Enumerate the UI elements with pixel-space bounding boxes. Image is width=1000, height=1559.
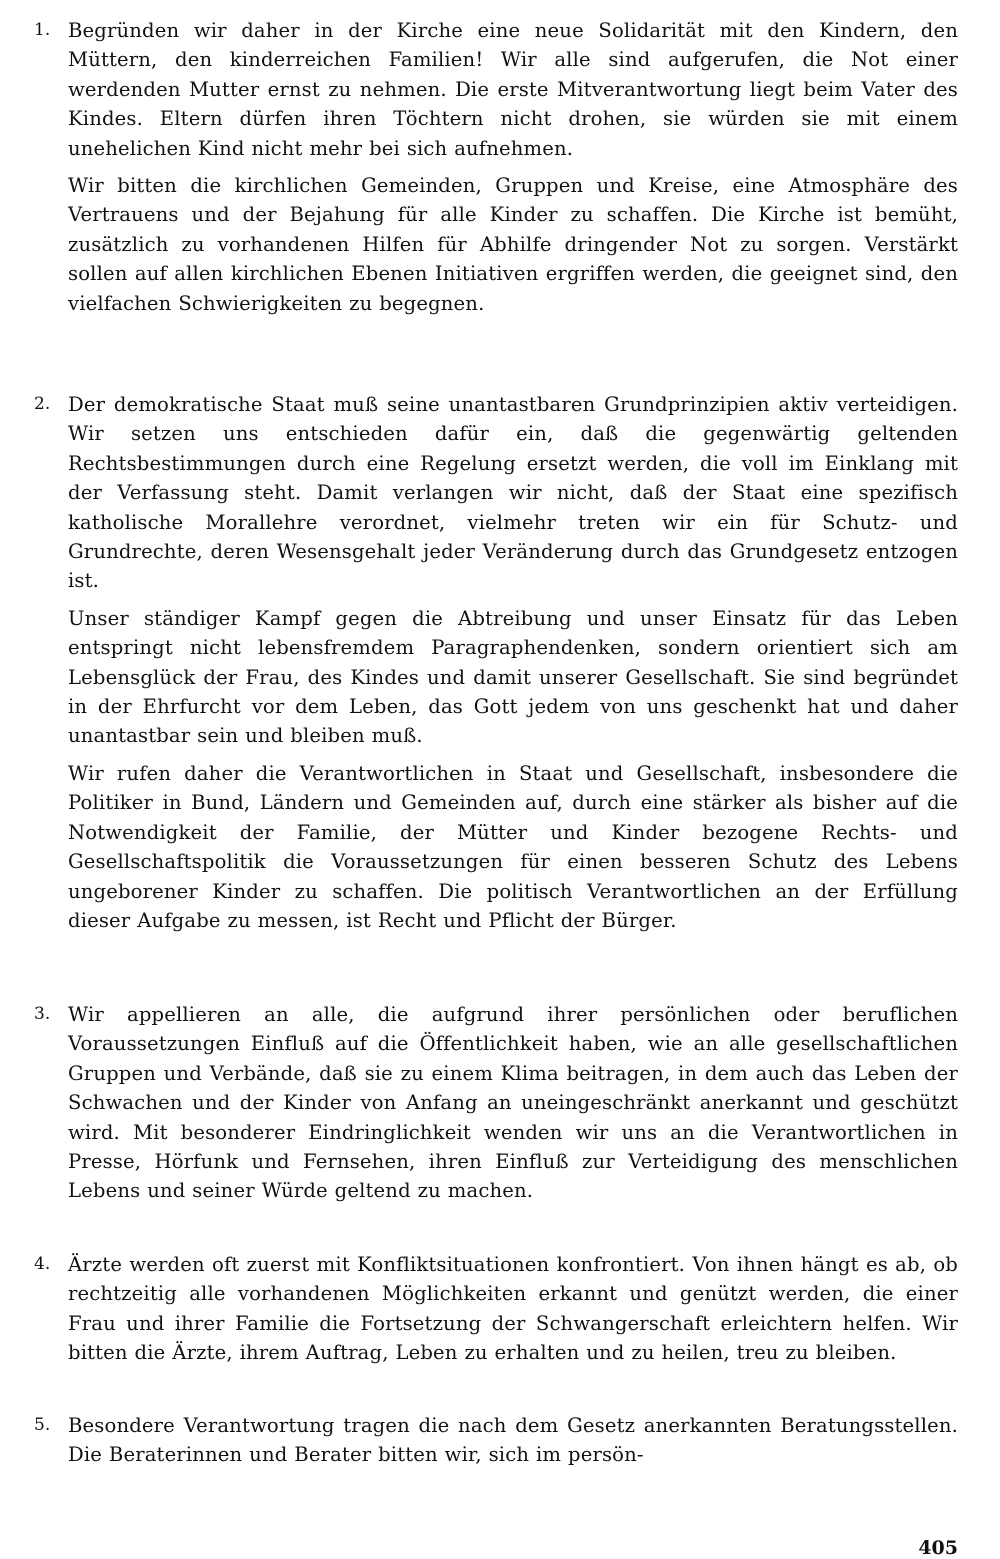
item-number: 1.: [34, 20, 51, 40]
item-number: 3.: [34, 1004, 51, 1024]
item-body: [68, 1000, 958, 1206]
item-body: [68, 1411, 958, 1470]
item-number: 5.: [34, 1415, 51, 1435]
item-body: [68, 1250, 958, 1368]
paragraph: Besondere Verantwortung tragen die nach dem Gesetz anerkannten Beratungsstellen. Die Beraterinnen und Berater bitten wir, sich im persön-: [68, 1414, 958, 1467]
list-item-1: [34, 16, 958, 318]
list-item-3: [34, 1000, 958, 1206]
paragraph: Unser ständiger Kampf gegen die Abtreibung und unser Einsatz für das Leben entspringt nicht lebensfremdem Paragraphendenken, sondern orientiert sich am Lebensglück der Frau, des Kindes und damit unserer Gesellschaft. Sie sind begründet in der Ehrfurcht vor dem Leben, das Gott jedem von uns geschenkt hat und daher unantastbar sein und bleiben muß.: [68, 606, 958, 748]
paragraph: Wir rufen daher die Verantwortlichen in Staat und Gesellschaft, insbesondere die Politiker in Bund, Ländern und Gemeinden auf, durch eine stärker als bisher auf die Notwendigkeit der Familie, der Mütter und Kinder bezogene Rechts- und Gesellschaftspolitik die Voraussetzungen für einen besseren Schutz des Lebens ungeborener Kinder zu schaffen. Die politisch Verantwortlichen an der Erfüllung dieser Aufgabe zu messen, ist Recht und Pflicht der Bürger.: [68, 761, 958, 932]
item-body: [68, 16, 958, 318]
paragraph: Wir bitten die kirchlichen Gemeinden, Gruppen und Kreise, eine Atmosphäre des Vertrauens und der Bejahung für alle Kinder zu schaffen. Die Kirche ist bemüht, zusätzlich zu vorhandenen Hilfen für Abhilfe dringender Not zu sorgen. Verstärkt sollen auf allen kirchlichen Ebenen Initiativen ergriffen werden, die geeignet sind, den vielfachen Schwierigkeiten zu begegnen.: [68, 174, 958, 315]
paragraph: Ärzte werden oft zuerst mit Konfliktsituationen konfrontiert. Von ihnen hängt es ab, ob rechtzeitig alle vorhandenen Möglichkeiten erkannt und genützt werden, die einer Frau und ihrer Familie die Fortsetzung der Schwangerschaft erleichtern helfen. Wir bitten die Ärzte, ihrem Auftrag, Leben zu erhalten und zu heilen, treu zu bleiben.: [68, 1253, 958, 1365]
list-item-5: [34, 1411, 958, 1470]
paragraph: Der demokratische Staat muß seine unantastbaren Grundprinzipien aktiv verteidigen. Wir setzen uns entschieden dafür ein, daß die gegenwärtig geltenden Rechtsbestimmungen durch eine Regelung ersetzt werden, die voll im Einklang mit der Verfassung steht. Damit verlangen wir nicht, daß der Staat eine spezifisch katholische Morallehre verordnet, vielmehr treten wir ein für Schutz- und Grundrechte, deren Wesensgehalt jeder Veränderung durch das Grundgesetz entzogen ist.: [68, 393, 958, 593]
item-number: 4.: [34, 1254, 51, 1274]
paragraph: Begründen wir daher in der Kirche eine neue Solidarität mit den Kindern, den Müttern, den kinderreichen Familien! Wir alle sind aufgerufen, die Not einer werdenden Mutter ernst zu nehmen. Die erste Mitverantwortung liegt beim Vater des Kindes. Eltern dürfen ihren Töchtern nicht drohen, sie würden sie mit einem unehelichen Kind nicht mehr bei sich aufnehmen.: [68, 19, 958, 160]
item-body: [68, 390, 958, 935]
list-item-4: [34, 1250, 958, 1368]
list-item-2: [34, 390, 958, 935]
paragraph: Wir appellieren an alle, die aufgrund ihrer persönlichen oder beruflichen Voraussetzungen Einfluß auf die Öffentlichkeit haben, wie an alle gesellschaftlichen Gruppen und Verbände, daß sie zu einem Klima beitragen, in dem auch das Leben der Schwachen und der Kinder von Anfang an uneingeschränkt anerkannt und geschützt wird. Mit besonderer Eindringlichkeit wenden wir uns an die Verantwortlichen in Presse, Hörfunk und Fernsehen, ihren Einfluß zur Verteidigung des menschlichen Lebens und seiner Würde geltend zu machen.: [68, 1003, 958, 1203]
page-number: 405: [918, 1537, 958, 1559]
item-number: 2.: [34, 394, 51, 414]
